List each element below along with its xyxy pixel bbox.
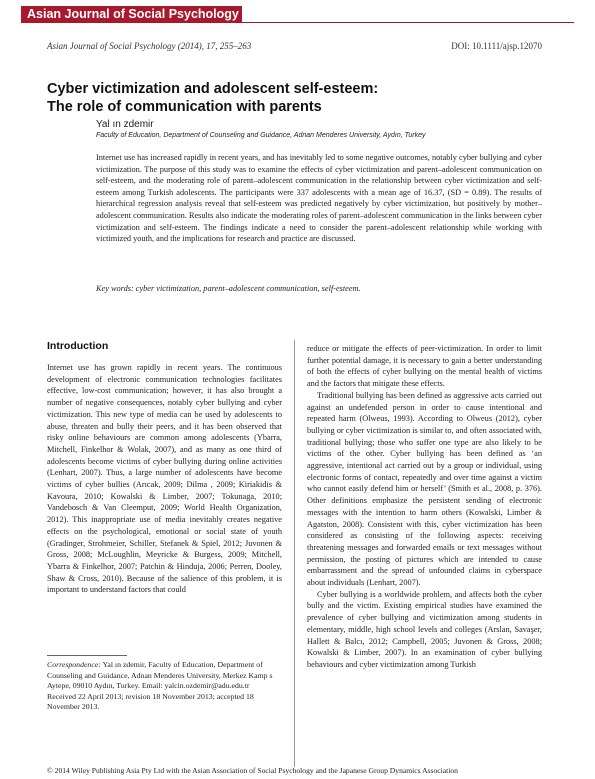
correspondence-footnote — [47, 660, 282, 713]
article-title — [47, 80, 542, 116]
title-line-2: The role of communication with parents — [47, 99, 322, 115]
journal-name: Asian Journal of Social Psychology — [27, 7, 239, 21]
running-head — [47, 39, 542, 53]
paragraph: Traditional bullying has been defined as aggressive acts carried out against an undefended person in order to cause intentional and repeated harm (Olweus, 1993). According to Olweus (2012), cyber bullying or cyber victimization is similar to, and often associated with, traditional bullying; those who suffer one type are also likely to be victims of the other. Cyber bullying has been defined as ‘an aggressive, intentional act carried out by a group or individual, using electronic forms of contact, repeatedly and over time against a victim who cannot easily defend him or herself’ (Smith et al., 2008, p. 376). Other definitions emphasize the persistent sending of electronic messages with the intention to harm others (Kowalski, Limber & Agatston, 2008). Consistent with this, cyber victimization has been considered as consisting of the following aspects: receiving threatening messages and forwarded emails or text messages without permission, the posting of pictures which are intended to cause embarrassment and the spread of unfounded claims in cyberspace about individuals (Lenhart, 2007). — [307, 390, 542, 588]
journal-banner — [21, 6, 242, 23]
copyright-notice: © 2014 Wiley Publishing Asia Pty Ltd with the Asian Association of Social Psychology and the Japanese Group Dynamics Association — [47, 766, 458, 775]
title-line-1: Cyber victimization and adolescent self-esteem: — [47, 81, 379, 97]
body-column-right — [307, 343, 542, 767]
author-affiliation: Faculty of Education, Department of Counseling and Guidance, Adnan Menderes University, Aydın, Turkey — [96, 132, 426, 139]
abstract: Internet use has increased rapidly in recent years, and has inevitably led to some negative outcomes, notably cyber bullying and cyber victimization. The purpose of this study was to examine the effects of cyber victimization and parent–adolescent communication on self-esteem, and the moderating role of parent–adolescent communication in the relationship between cyber victimization and self-esteem among Turkish adolescents. The participants were 337 adolescents with a mean age of 16.37, (SD = 0.89). The results of hierarchical regression analysis reveal that self-esteem was predicted negatively by cyber victimization, but positively by mother–adolescent communication. Results also indicate the moderating roles of parent–adolescent communication in the links between cyber victimization and self-esteem. The findings indicate a need to consider the parent–adolescent relationship while working with victimized youth, and the implications for research and practice are discussed. — [96, 153, 542, 244]
author-name: Yal ın zdemir — [96, 119, 154, 130]
received-dates: Received 22 April 2013; revision 18 November 2013; accepted 18 November 2013. — [47, 691, 254, 712]
citation: Asian Journal of Social Psychology (2014), 17, 255–263 — [47, 41, 252, 51]
correspondence-text: Yal ın zdemir, Faculty of Education, Department of Counseling and Guidance, Adnan Menderes University, Merkez Kamp s Aytepe, 09010 Aydın, Turkey. Email: yalcin.ozdemir@adu.edu.tr — [47, 660, 273, 691]
banner-rule — [242, 22, 574, 23]
body-column-left — [47, 362, 282, 639]
footnote-rule — [47, 655, 127, 656]
doi: DOI: 10.1111/ajsp.12070 — [451, 41, 542, 51]
paragraph: Internet use has grown rapidly in recent years. The continuous development of electronic communication technologies facilitates effective, low-cost communication; however, it has also brought a number of negative consequences, notably cyber bullying and cyber victimization. This new type of media can be used by adolescents to abuse, threaten and bully their peers, and it has been observed that risky online behaviours are common among adolescents (Ybarra, Mitchell, Finkelhor & Wolak, 2007), and as many as one third of adolescents become victims of cyber bullying during online activities (Lenhart, 2007). Thus, a large number of adolescents have become victims of cyber bullies (Arıcak, 2009; Dilma , 2009; Kiriakidis & Kavoura, 2010; Kowalski & Limber, 2007; Tokunaga, 2010; Vandebosch & Van Cleemput, 2009; World Health Organization, 2012). This inappropriate use of media inevitably creates negative effects on the psychological, emotional or social state of youth (Gradinger, Strohmeier, Schiller, Stefanek & Spiel, 2012; Juvonen & Gross, 2008; McLoughlin, Meyricke & Burgess, 2009; Mitchell, Ybarra & Finkelhor, 2007; Patchin & Hinduja, 2006; Perren, Dooley, Shaw & Cross, 2010). Because of the salience of this problem, it is important to understand factors that could — [47, 363, 282, 595]
column-rule — [294, 340, 295, 767]
keywords: Key words: cyber victimization, parent–adolescent communication, self-esteem. — [96, 284, 361, 293]
section-heading-introduction: Introduction — [47, 340, 109, 352]
footnote-label: Correspondence: — [47, 660, 101, 669]
paragraph: Cyber bullying is a worldwide problem, and affects both the cyber bully and the victim. Existing empirical studies have examined the prevalence of cyber bullying and victimization among students in elementary, middle, high school levels and colleges (Arslan, Savaşer, Hallett & Balcı, 2012; Campbell, 2005; Juvonen & Gross, 2008; Kowalski & Limber, 2007). In an examination of cyber bullying behaviours and cyber victimization among Turkish — [307, 589, 542, 669]
paragraph: reduce or mitigate the effects of peer-victimization. In order to limit further potential damage, it is necessary to gain a better understanding of both the effects of cyber bullying on the mental health of victims and the factors that mitigate these effects. — [307, 344, 542, 389]
